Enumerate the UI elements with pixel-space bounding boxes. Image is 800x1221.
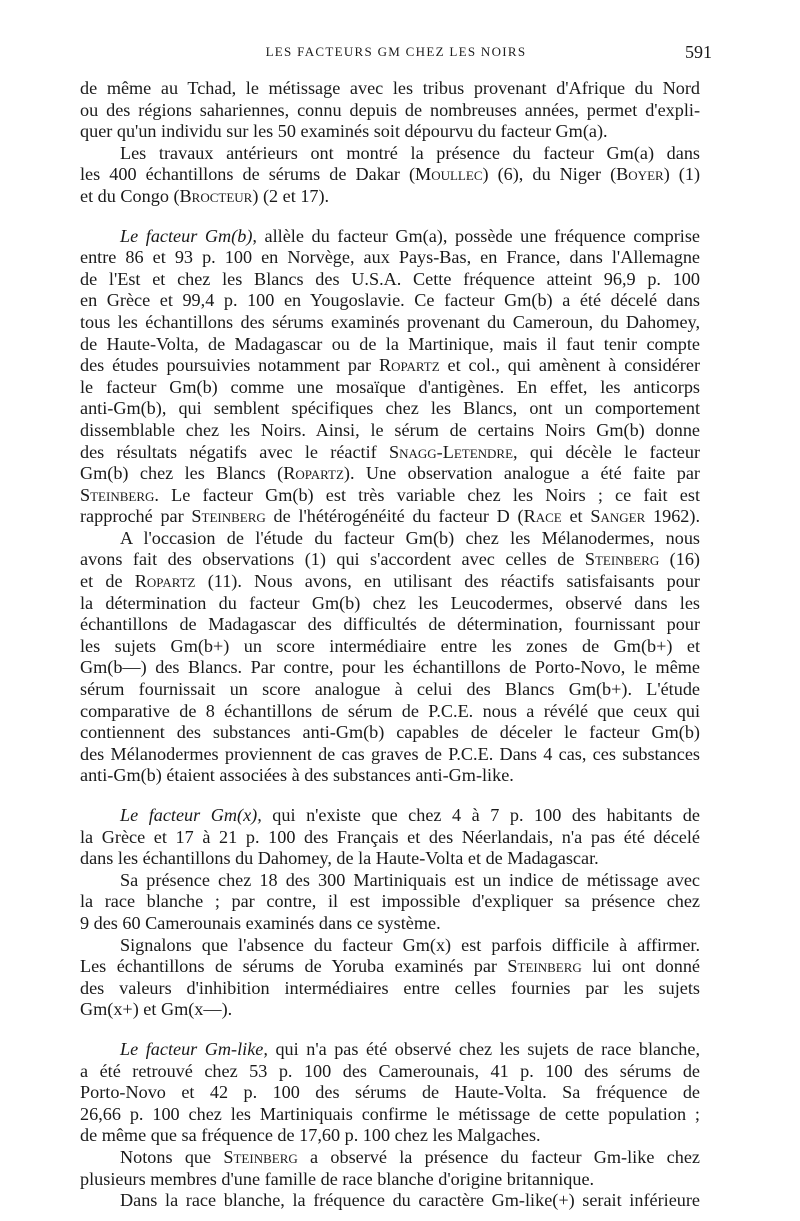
text-line: et de Ropartz (11). Nous avons, en utilisant des réactifs satisfaisants pour <box>80 571 700 592</box>
text-line: Gm(b—) des Blancs. Par contre, pour les échantillons de Porto-Novo, le même <box>80 657 700 678</box>
paragraph <box>80 1147 700 1190</box>
text-line: Gm(x+) et Gm(x—). <box>80 999 233 1020</box>
text-line: entre 86 et 93 p. 100 en Norvège, aux Pays-Bas, en France, dans l'Allemagne <box>80 247 700 268</box>
text-line: tous les échantillons des sérums examinés provenant du Cameroun, du Dahomey, <box>80 311 700 332</box>
paragraph <box>80 1039 700 1147</box>
text-line: échantillons de Madagascar des difficultés de détermination, fournissant pour <box>80 614 700 635</box>
text-line: ou des régions sahariennes, connu depuis de nombreuses années, permet d'expli- <box>80 99 700 120</box>
paragraph <box>80 143 700 208</box>
text-line: des résultats négatifs avec le réactif Snagg-Letendre, qui décèle le facteur <box>80 441 700 462</box>
text-line: dans les échantillons du Dahomey, de la Haute-Volta et de Madagascar. <box>80 848 599 869</box>
text-line: des études poursuivies notamment par Ropartz et col., qui amènent à considérer <box>80 355 700 376</box>
text-line: 9 des 60 Camerounais examinés dans ce système. <box>80 912 441 933</box>
text-line: Gm(b) chez les Blancs (Ropartz). Une observation analogue a été faite par <box>80 463 700 484</box>
text-line: Le facteur Gm(x), qui n'existe que chez 4 à 7 p. 100 des habitants de <box>120 805 700 825</box>
text-line: A l'occasion de l'étude du facteur Gm(b) chez les Mélanodermes, nous <box>120 527 700 548</box>
text-line: sérum fournissait un score analogue à celui des Blancs Gm(b+). L'étude <box>80 679 700 700</box>
paragraph <box>80 78 700 143</box>
body-text <box>80 78 700 1212</box>
text-line: de même que sa fréquence de 17,60 p. 100 chez les Malgaches. <box>80 1125 541 1146</box>
page-header <box>80 44 712 64</box>
text-line: quer qu'un individu sur les 50 examinés soit dépourvu du facteur Gm(a). <box>80 121 608 142</box>
text-line: anti-Gm(b), qui semblent spécifiques chez les Blancs, ont un comportement <box>80 398 700 419</box>
text-line: Les échantillons de sérums de Yoruba examinés par Steinberg lui ont donné <box>80 956 700 977</box>
text-line: rapproché par Steinberg de l'hétérogénéité du facteur D (Race et Sanger 1962). <box>80 506 700 527</box>
text-line: les sujets Gm(b+) un score intermédiaire entre les zones de Gm(b+) et <box>80 635 700 656</box>
running-title: LES FACTEURS GM CHEZ LES NOIRS <box>265 44 527 59</box>
text-line: la détermination du facteur Gm(b) chez les Leucodermes, observé dans les <box>80 592 700 613</box>
paragraph <box>80 935 700 1021</box>
paragraph <box>80 226 700 528</box>
text-line: de l'Est et chez les Blancs des U.S.A. Cette fréquence atteint 96,9 p. 100 <box>80 268 700 289</box>
text-line: Notons que Steinberg a observé la présence du facteur Gm-like chez <box>120 1146 700 1167</box>
text-line: et du Congo (Brocteur) (2 et 17). <box>80 185 330 206</box>
text-line: Porto-Novo et 42 p. 100 des sérums de Haute-Volta. Sa fréquence de <box>80 1082 700 1103</box>
text-line: Le facteur Gm-like, qui n'a pas été observé chez les sujets de race blanche, <box>120 1038 700 1059</box>
text-line: des valeurs d'inhibition intermédiaires entre celles fournies par les sujets <box>80 977 700 998</box>
text-line: la race blanche ; par contre, il est impossible d'expliquer sa présence chez <box>80 891 700 912</box>
text-line: Dans la race blanche, la fréquence du caractère Gm-like(+) serait inférieure <box>120 1190 700 1211</box>
text-line: la Grèce et 17 à 21 p. 100 des Français et des Néerlandais, n'a pas été décelé <box>80 826 700 847</box>
page-number: 591 <box>685 42 712 62</box>
paragraph <box>80 870 700 935</box>
text-line: Le facteur Gm(b), allèle du facteur Gm(a), possède une fréquence comprise <box>120 225 700 246</box>
text-line: en Grèce et 99,4 p. 100 en Yougoslavie. Ce facteur Gm(b) a été décelé dans <box>80 290 700 311</box>
text-line: les 400 échantillons de sérums de Dakar (Moullec) (6), du Niger (Boyer) (1) <box>80 164 700 185</box>
text-line: de Haute-Volta, de Madagascar ou de la Martinique, mais il faut tenir compte <box>80 333 700 354</box>
text-line: 26,66 p. 100 chez les Martiniquais confirme le métissage de cette population ; <box>80 1103 700 1124</box>
text-line: avons fait des observations (1) qui s'accordent avec celles de Steinberg (16) <box>80 549 700 570</box>
text-line: le facteur Gm(b) comme une mosaïque d'antigènes. En effet, les anticorps <box>80 376 700 397</box>
paragraph <box>80 528 700 787</box>
text-line: de même au Tchad, le métissage avec les tribus provenant d'Afrique du Nord <box>80 78 700 98</box>
text-line: comparative de 8 échantillons de sérum de P.C.E. nous a révélé que ceux qui <box>80 700 700 721</box>
text-line: anti-Gm(b) étaient associées à des substances anti-Gm-like. <box>80 765 514 786</box>
text-line: dissemblable chez les Noirs. Ainsi, le sérum de certains Noirs Gm(b) donne <box>80 419 700 440</box>
text-line: Steinberg. Le facteur Gm(b) est très variable chez les Noirs ; ce fait est <box>80 484 700 505</box>
text-line: a été retrouvé chez 53 p. 100 des Camerounais, 41 p. 100 des sérums de <box>80 1060 700 1081</box>
text-line: Les travaux antérieurs ont montré la présence du facteur Gm(a) dans <box>120 142 700 163</box>
paragraph <box>80 1190 700 1212</box>
text-line: contiennent des substances anti-Gm(b) capables de déceler le facteur Gm(b) <box>80 722 700 743</box>
text-line: Sa présence chez 18 des 300 Martiniquais est un indice de métissage avec <box>120 869 700 890</box>
text-line: des Mélanodermes proviennent de cas graves de P.C.E. Dans 4 cas, ces substances <box>80 743 700 764</box>
paragraph <box>80 805 700 870</box>
text-line: Signalons que l'absence du facteur Gm(x) est parfois difficile à affirmer. <box>120 934 700 955</box>
text-line: plusieurs membres d'une famille de race blanche d'origine britannique. <box>80 1168 595 1189</box>
